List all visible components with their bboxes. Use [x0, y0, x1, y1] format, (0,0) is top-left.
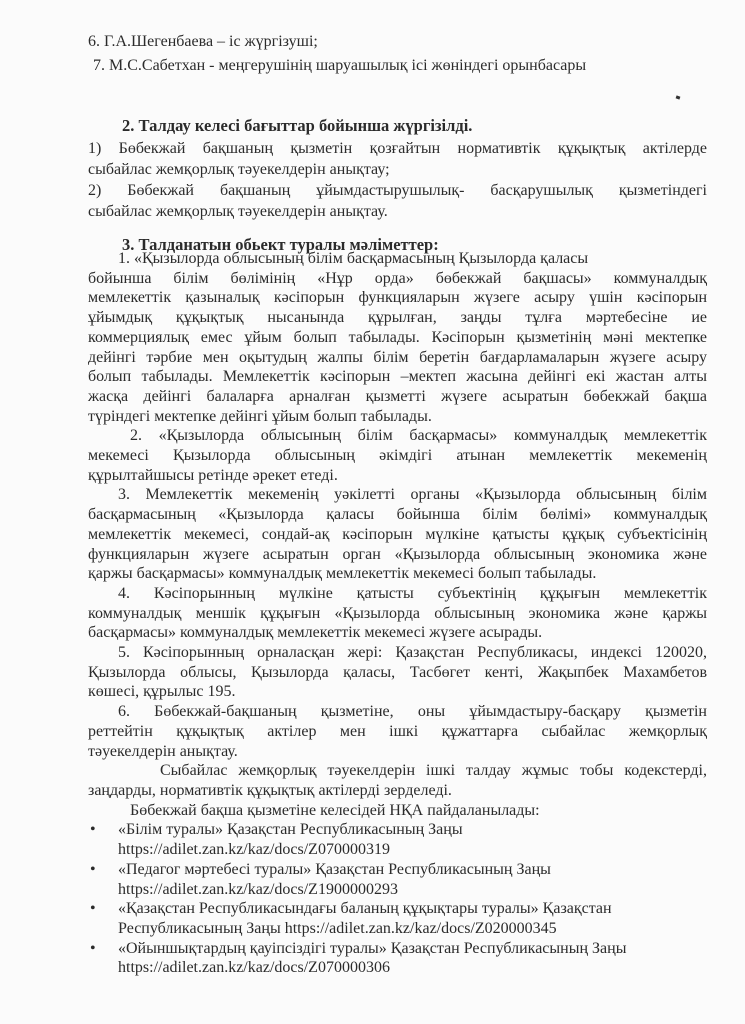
paragraph-line: қаржы басқармасы» коммуналдық мемлекеттік мекемесі болып табылады. [88, 565, 597, 583]
paragraph [88, 485, 707, 584]
paragraph-line: мемлекеттік мекемесі, сондай-ақ кәсіпорын мүлкіне қатысты құқық субъектісінің [88, 525, 707, 543]
law-list-item [88, 820, 707, 859]
law-title-line: «Педагог мәртебесі туралы» Қазақстан Республикасының Заңы [118, 860, 551, 878]
paragraph [88, 761, 707, 800]
section-3-heading: 3. Талданатын обьект туралы мәліметтер: [122, 235, 439, 254]
direction-line: 2) Бөбекжай бақшаның ұйымдастырушылық- басқарушылық қызметіндегі [88, 182, 707, 199]
paragraph-line: мемлекеттік қазыналық кәсіпорын функцияларын жүзеге асыру үшін кәсіпорын [88, 289, 707, 307]
paragraph-line: ұйымдық құқықтық нысанында құрылған, заңды тұлға мәртебесіне ие [88, 309, 707, 327]
paragraph-line: Қызылорда облысы, Қызылорда қаласы, Тасбөгет кенті, Жақыпбек Махамбетов [88, 663, 707, 681]
paragraph-line: 6. Бөбекжай-бақшаның қызметіне, оны ұйымдастыру-басқару қызметін [118, 703, 707, 721]
law-title-line: «Ойыншықтардың қауіпсіздігі туралы» Қазақстан Республикасының Заңы [118, 939, 627, 957]
law-link-line: https://adilet.zan.kz/kaz/docs/Z1900000293 [118, 880, 398, 898]
paragraph-line: дейінгі тәрбие мен оқытудың жалпы білім беретін бағдарламаларын жүзеге асыру [88, 348, 707, 366]
paragraph-line: 5. Кәсіпорынның орналасқан жері: Қазақстан Республикасы, индексі 120020, [118, 644, 707, 662]
paragraph-line: 1. «Қызылорда облысының білім басқармасының Қызылорда қаласы [118, 250, 589, 267]
bullet-icon: • [90, 939, 96, 957]
laws-list [88, 820, 707, 978]
paragraph-line: мекемесі Қызылорда облысының әкімдігі атынан мемлекеттік мекеменің [88, 447, 707, 465]
law-link-line: Республикасының Заңы https://adilet.zan.kz/kaz/docs/Z020000345 [118, 919, 557, 937]
paragraph [88, 584, 707, 643]
paragraph-line: коммуналдық меншік құқығын «Қызылорда облысының экономика және қаржы [88, 604, 707, 622]
paragraph-line: тәуекелдерін анықтау. [88, 742, 238, 760]
law-list-item [88, 939, 707, 978]
direction-line: 1) Бөбекжай бақшаның қызметін қозғайтын нормативтік құқықтық актілерде [88, 140, 707, 157]
paragraph [88, 801, 707, 821]
law-link-line: https://adilet.zan.kz/kaz/docs/Z070000319 [118, 841, 390, 859]
paragraph-line: болып табылады. Мемлекеттік кәсіпорын –мектеп жасына дейінгі екі жастан алты [88, 368, 707, 386]
paragraph-line: құрылтайшысы ретінде әрекет етеді. [88, 466, 338, 484]
section-3-body [88, 249, 707, 978]
paragraph-line: басқармасы» коммуналдық мемлекеттік мекемесі жүзеге асырады. [88, 624, 543, 642]
paragraph-line: 3. Мемлекеттік мекеменің уәкілетті органы «Қызылорда облысының білім [118, 486, 707, 504]
paragraph [88, 643, 707, 702]
paragraph [88, 702, 707, 761]
law-title-line: «Қазақстан Республикасындағы баланың құқықтары туралы» Қазақстан [118, 900, 612, 918]
law-title-line: «Білім туралы» Қазақстан Республикасының Заңы [118, 821, 463, 839]
paragraph-line: басқармасының «Қызылорда қаласы бойынша білім бөлімі» коммуналдық [88, 506, 707, 524]
bullet-icon: • [90, 900, 96, 918]
direction-line: сыбайлас жемқорлық тәуекелдерін анықтау; [88, 161, 390, 178]
paragraph-line: коммерциялық емес ұйым болып табылады. Кәсіпорын қызметінің мәні мектепке [88, 328, 707, 346]
paragraph-line: жасқа дейінгі балаларға арналған қызметті жүзеге асыратын бөбекжай бақша [88, 387, 707, 405]
law-link-line: https://adilet.zan.kz/kaz/docs/Z070000306 [118, 959, 390, 977]
law-list-item [88, 860, 707, 899]
paragraph-line: бойынша білім бөлімінің «Нұр орда» бөбекжай бақшасы» коммуналдық [88, 269, 707, 287]
paragraph-line: функцияларын жүзеге асыратын орган «Қызылорда облысының экономика және [88, 545, 707, 563]
paragraph-line: заңдарды, нормативтік құқықтық актілерді зерделеді. [88, 781, 452, 799]
section-2-heading: 2. Талдау келесі бағыттар бойынша жүргізілді. [122, 116, 473, 135]
paragraph-line: Бөбекжай бақша қызметіне келесідей НҚА пайдаланылады: [130, 801, 540, 819]
paragraph-line: реттейтін құқықтық актілер мен ішкі құжаттарға сыбайлас жемқорлық [88, 722, 707, 740]
law-list-item [88, 899, 707, 938]
members-list [88, 30, 707, 78]
paragraph-line: Сыбайлас жемқорлық тәуекелдерін ішкі талдау жұмыс тобы кодекстерді, [160, 762, 707, 780]
direction-line: сыбайлас жемқорлық тәуекелдерін анықтау. [88, 203, 388, 220]
paragraph-line: түріндегі мектепке дейінгі ұйым болып табылады. [88, 407, 432, 425]
paragraph-line: 4. Кәсіпорынның мүлкіне қатысты субъектінің құқығын мемлекеттік [118, 584, 707, 602]
paragraph-line: 2. «Қызылорда облысының білім басқармасы» коммуналдық мемлекеттік [130, 427, 707, 445]
paragraph [88, 249, 707, 426]
analysis-directions [88, 138, 707, 222]
paragraph [88, 426, 707, 485]
bullet-icon: • [90, 821, 96, 839]
member-item: 6. Г.А.Шегенбаева – іс жүргізуші; [88, 33, 318, 50]
scan-speck [676, 95, 681, 99]
paragraph-line: көшесі, құрылыс 195. [88, 683, 236, 701]
bullet-icon: • [90, 860, 96, 878]
member-item: 7. М.С.Сабетхан - меңгерушінің шаруашылық ісі жөніндегі орынбасары [93, 57, 587, 74]
